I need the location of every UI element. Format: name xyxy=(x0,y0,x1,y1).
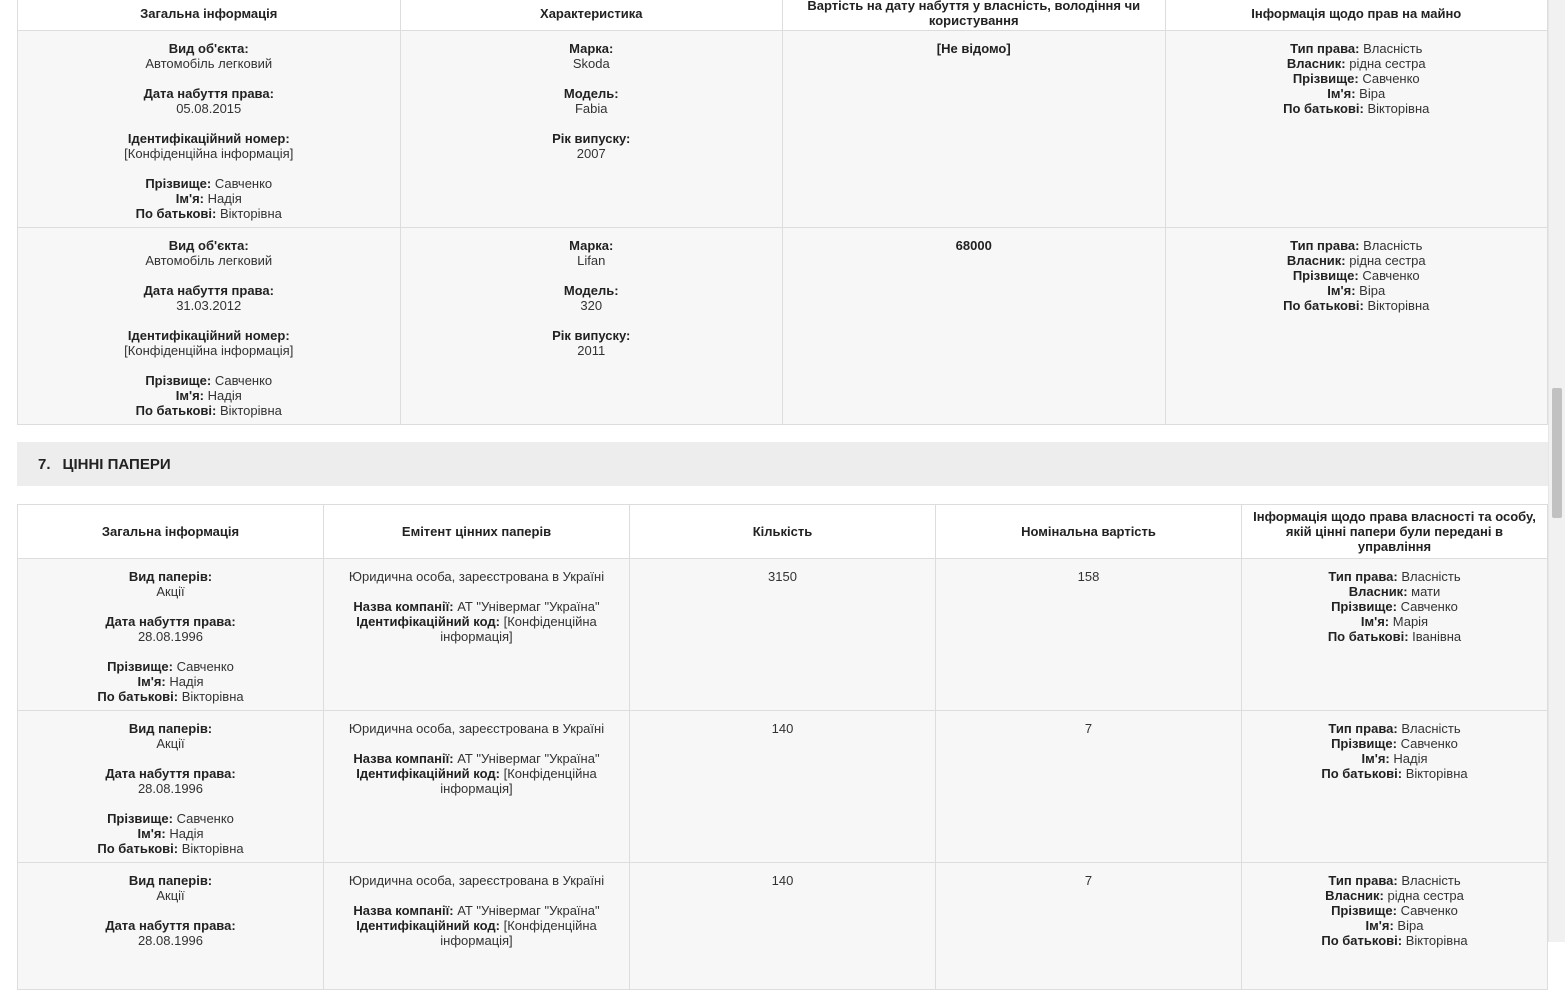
company-name-value: АТ "Універмаг "Україна" xyxy=(457,599,600,614)
vehicle-value: 68000 xyxy=(955,238,992,253)
vehicles-col-rights: Інформація щодо прав на майно xyxy=(1165,0,1548,31)
name-label: Ім'я: xyxy=(137,826,166,841)
owner-patronymic-value: Вікторівна xyxy=(1367,298,1430,313)
securities-col-rights: Інформація щодо права власності та особу, якій цінні папери були передані в управління xyxy=(1242,505,1548,559)
model-label: Модель: xyxy=(563,86,619,101)
nominal-value: 7 xyxy=(1084,721,1093,736)
name-label: Ім'я: xyxy=(175,388,204,403)
owner-name-value: Віра xyxy=(1359,283,1386,298)
owner-label: Власник: xyxy=(1348,584,1408,599)
security-nominal-cell xyxy=(936,711,1242,863)
right-type-label: Тип права: xyxy=(1328,873,1398,888)
patronymic-label: По батькові: xyxy=(97,841,179,856)
year-value: 2007 xyxy=(576,146,606,161)
acquisition-date-label: Дата набуття права: xyxy=(105,766,236,781)
vehicle-rights-cell xyxy=(1165,31,1548,228)
paper-type-value: Акції xyxy=(156,736,185,751)
owner-patronymic-label: По батькові: xyxy=(1327,629,1409,644)
acquisition-date-label: Дата набуття права: xyxy=(105,614,236,629)
owner-name-label: Ім'я: xyxy=(1361,751,1390,766)
security-rights-cell xyxy=(1242,559,1548,711)
right-type-value: Власність xyxy=(1363,238,1423,253)
scrollbar-thumb[interactable] xyxy=(1552,388,1562,518)
owner-label: Власник: xyxy=(1286,56,1346,71)
company-name-label: Назва компанії: xyxy=(353,751,454,766)
owner-label: Власник: xyxy=(1286,253,1346,268)
owner-patronymic-label: По батькові: xyxy=(1321,766,1403,781)
quantity-value: 3150 xyxy=(768,569,797,584)
brand-label: Марка: xyxy=(569,238,614,253)
company-name-label: Назва компанії: xyxy=(353,599,454,614)
owner-name-value: Марія xyxy=(1392,614,1429,629)
security-general-cell xyxy=(18,711,324,863)
company-name-value: АТ "Універмаг "Україна" xyxy=(457,903,600,918)
vehicle-value-cell xyxy=(783,31,1166,228)
owner-name-value: Віра xyxy=(1397,918,1424,933)
security-issuer-cell xyxy=(324,711,630,863)
vehicles-col-characteristics: Характеристика xyxy=(400,0,783,31)
surname-value: Савченко xyxy=(214,176,273,191)
company-code-value: [Конфіденційна інформація] xyxy=(440,766,597,796)
acquisition-date-value: 05.08.2015 xyxy=(176,101,242,116)
paper-type-value: Акції xyxy=(156,584,185,599)
paper-type-label: Вид паперів: xyxy=(128,569,213,584)
page-content xyxy=(17,0,1548,990)
security-row xyxy=(18,711,1548,863)
owner-value: рідна сестра xyxy=(1349,56,1426,71)
patronymic-value: Вікторівна xyxy=(219,403,282,418)
security-issuer-cell xyxy=(324,863,630,990)
security-quantity-cell xyxy=(630,711,936,863)
owner-surname-label: Прізвище: xyxy=(1331,736,1397,751)
section-number: 7. xyxy=(38,455,51,473)
securities-col-issuer: Емітент цінних паперів xyxy=(324,505,630,559)
securities-table xyxy=(17,504,1548,990)
name-label: Ім'я: xyxy=(137,674,166,689)
object-type-label: Вид об'єкта: xyxy=(168,41,249,56)
year-label: Рік випуску: xyxy=(552,131,631,146)
surname-label: Прізвище: xyxy=(107,659,173,674)
right-type-value: Власність xyxy=(1401,721,1461,736)
name-label: Ім'я: xyxy=(175,191,204,206)
company-name-label: Назва компанії: xyxy=(353,903,454,918)
owner-surname-value: Савченко xyxy=(1400,599,1458,614)
vehicle-characteristics-cell xyxy=(400,31,783,228)
security-rights-cell xyxy=(1242,711,1548,863)
paper-type-label: Вид паперів: xyxy=(128,873,213,888)
owner-patronymic-value: Іванівна xyxy=(1412,629,1462,644)
id-number-value: [Конфіденційна інформація] xyxy=(124,146,294,161)
security-quantity-cell xyxy=(630,559,936,711)
nominal-value: 7 xyxy=(1084,873,1093,888)
right-type-label: Тип права: xyxy=(1290,41,1360,56)
owner-patronymic-label: По батькові: xyxy=(1283,101,1364,116)
model-value: 320 xyxy=(580,298,603,313)
security-rights-cell xyxy=(1242,863,1548,990)
vehicle-row xyxy=(18,228,1548,425)
owner-value: мати xyxy=(1411,584,1441,599)
id-number-value: [Конфіденційна інформація] xyxy=(124,343,294,358)
owner-patronymic-value: Вікторівна xyxy=(1405,766,1468,781)
right-type-value: Власність xyxy=(1401,873,1461,888)
surname-value: Савченко xyxy=(176,811,234,826)
owner-label: Власник: xyxy=(1325,888,1384,903)
surname-label: Прізвище: xyxy=(107,811,173,826)
right-type-label: Тип права: xyxy=(1290,238,1360,253)
right-type-value: Власність xyxy=(1363,41,1423,56)
brand-value: Lifan xyxy=(577,253,606,268)
id-number-label: Ідентифікаційний номер: xyxy=(127,131,290,146)
vehicles-col-general: Загальна інформація xyxy=(18,0,401,31)
patronymic-label: По батькові: xyxy=(135,206,217,221)
security-general-cell xyxy=(18,559,324,711)
vehicle-value-cell xyxy=(783,228,1166,425)
acquisition-date-label: Дата набуття права: xyxy=(143,86,274,101)
section-title: ЦІННІ ПАПЕРИ xyxy=(62,455,171,473)
owner-patronymic-label: По батькові: xyxy=(1283,298,1364,313)
owner-name-value: Віра xyxy=(1359,86,1386,101)
name-value: Надія xyxy=(169,826,204,841)
issuer-type: Юридична особа, зареєстрована в Україні xyxy=(348,721,605,736)
owner-surname-value: Савченко xyxy=(1400,736,1458,751)
issuer-type: Юридична особа, зареєстрована в Україні xyxy=(348,873,605,888)
acquisition-date-value: 28.08.1996 xyxy=(137,629,204,644)
security-issuer-cell xyxy=(324,559,630,711)
owner-surname-label: Прізвище: xyxy=(1292,71,1359,86)
owner-surname-label: Прізвище: xyxy=(1292,268,1359,283)
security-quantity-cell xyxy=(630,863,936,990)
vehicle-general-cell xyxy=(18,228,401,425)
quantity-value: 140 xyxy=(771,721,794,736)
owner-name-label: Ім'я: xyxy=(1365,918,1394,933)
acquisition-date-label: Дата набуття права: xyxy=(105,918,236,933)
vehicles-col-value: Вартість на дату набуття у власність, володіння чи користування xyxy=(783,0,1166,31)
model-value: Fabia xyxy=(574,101,608,116)
paper-type-value: Акції xyxy=(156,888,185,903)
patronymic-value: Вікторівна xyxy=(181,841,244,856)
vertical-scrollbar[interactable] xyxy=(1548,0,1565,942)
owner-name-label: Ім'я: xyxy=(1327,283,1356,298)
company-code-label: Ідентифікаційний код: xyxy=(356,766,500,781)
owner-patronymic-value: Вікторівна xyxy=(1367,101,1430,116)
security-row xyxy=(18,863,1548,990)
owner-surname-value: Савченко xyxy=(1362,268,1420,283)
company-name-value: АТ "Універмаг "Україна" xyxy=(457,751,600,766)
object-type-value: Автомобіль легковий xyxy=(145,253,273,268)
surname-value: Савченко xyxy=(176,659,234,674)
owner-name-label: Ім'я: xyxy=(1360,614,1390,629)
acquisition-date-value: 28.08.1996 xyxy=(137,933,204,948)
owner-name-value: Надія xyxy=(1393,751,1428,766)
vehicle-rights-cell xyxy=(1165,228,1548,425)
vehicle-row xyxy=(18,31,1548,228)
name-value: Надія xyxy=(207,191,242,206)
securities-col-nominal: Номінальна вартість xyxy=(936,505,1242,559)
patronymic-value: Вікторівна xyxy=(219,206,282,221)
owner-surname-value: Савченко xyxy=(1400,903,1458,918)
brand-value: Skoda xyxy=(572,56,610,71)
owner-name-label: Ім'я: xyxy=(1327,86,1356,101)
security-nominal-cell xyxy=(936,559,1242,711)
acquisition-date-label: Дата набуття права: xyxy=(143,283,274,298)
year-value: 2011 xyxy=(577,343,606,358)
company-code-value: [Конфіденційна інформація] xyxy=(440,614,597,644)
acquisition-date-value: 31.03.2012 xyxy=(176,298,242,313)
right-type-label: Тип права: xyxy=(1328,721,1398,736)
section-header-securities xyxy=(17,442,1548,486)
right-type-label: Тип права: xyxy=(1328,569,1398,584)
surname-label: Прізвище: xyxy=(145,176,212,191)
patronymic-value: Вікторівна xyxy=(181,689,244,704)
patronymic-label: По батькові: xyxy=(97,689,179,704)
brand-label: Марка: xyxy=(569,41,614,56)
year-label: Рік випуску: xyxy=(552,328,631,343)
surname-label: Прізвище: xyxy=(145,373,212,388)
owner-surname-value: Савченко xyxy=(1362,71,1420,86)
issuer-type: Юридична особа, зареєстрована в Україні xyxy=(348,569,605,584)
owner-patronymic-label: По батькові: xyxy=(1321,933,1403,948)
vehicle-value: [Не відомо] xyxy=(936,41,1011,56)
owner-value: рідна сестра xyxy=(1349,253,1426,268)
quantity-value: 140 xyxy=(771,873,794,888)
company-code-value: [Конфіденційна інформація] xyxy=(440,918,597,948)
security-nominal-cell xyxy=(936,863,1242,990)
paper-type-label: Вид паперів: xyxy=(128,721,213,736)
securities-col-general: Загальна інформація xyxy=(18,505,324,559)
object-type-value: Автомобіль легковий xyxy=(145,56,273,71)
security-general-cell xyxy=(18,863,324,990)
vehicles-header-row xyxy=(18,0,1548,31)
id-number-label: Ідентифікаційний номер: xyxy=(127,328,290,343)
object-type-label: Вид об'єкта: xyxy=(168,238,249,253)
company-code-label: Ідентифікаційний код: xyxy=(356,918,500,933)
vehicle-general-cell xyxy=(18,31,401,228)
owner-surname-label: Прізвище: xyxy=(1331,903,1397,918)
nominal-value: 158 xyxy=(1077,569,1100,584)
patronymic-label: По батькові: xyxy=(135,403,217,418)
right-type-value: Власність xyxy=(1401,569,1461,584)
surname-value: Савченко xyxy=(214,373,273,388)
securities-header-row xyxy=(18,505,1548,559)
name-value: Надія xyxy=(207,388,242,403)
owner-value: рідна сестра xyxy=(1387,888,1464,903)
securities-col-quantity: Кількість xyxy=(630,505,936,559)
vehicle-characteristics-cell xyxy=(400,228,783,425)
company-code-label: Ідентифікаційний код: xyxy=(356,614,500,629)
model-label: Модель: xyxy=(563,283,619,298)
owner-surname-label: Прізвище: xyxy=(1331,599,1397,614)
owner-patronymic-value: Вікторівна xyxy=(1405,933,1468,948)
acquisition-date-value: 28.08.1996 xyxy=(137,781,204,796)
security-row xyxy=(18,559,1548,711)
vehicles-table xyxy=(17,0,1548,425)
name-value: Надія xyxy=(169,674,204,689)
